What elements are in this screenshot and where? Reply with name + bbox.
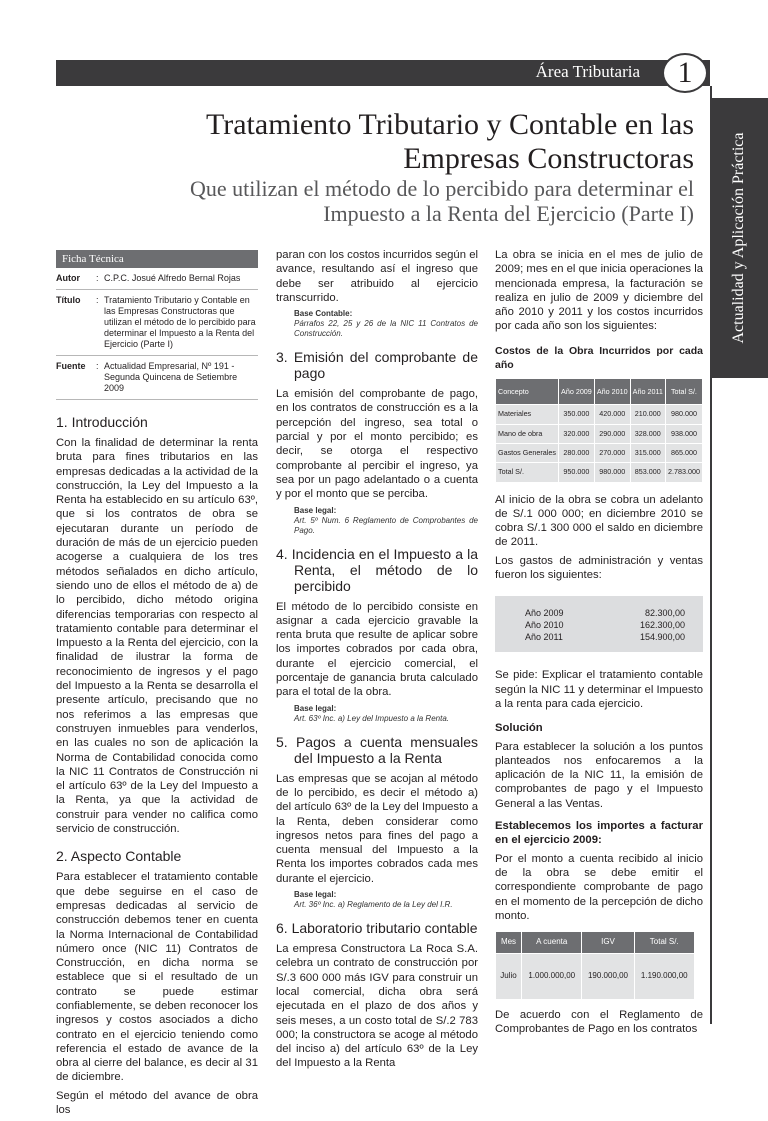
paragraph: Para establecer la solución a los puntos planteados nos enfocaremos a la aplicación de la NIC 11, la emisión de comprobantes de pago y el Impuesto General a las Ventas. [495,740,703,810]
table-cell: 270.000 [594,443,630,462]
table-cell: Materiales [496,405,559,424]
table-cell: 328.000 [630,424,665,443]
ficha-tecnica [56,250,258,400]
legal-note [276,704,478,724]
heading-laboratorio: 6. Laboratorio tributario contable [276,920,478,937]
column-2 [276,248,478,1075]
table-cell: 1.190.000,00 [634,954,695,1000]
ficha-label: Autor [56,273,80,283]
legal-label: Base legal: [294,505,337,515]
paragraph: Por el monto a cuenta recibido al inicio de la obra se debe emitir el correspondiente comprobante de pago en el momento de la percepción de dicho monto. [495,852,703,922]
table-cell: 950.000 [559,463,595,482]
gastos-year: Año 2011 [525,632,563,643]
table-cell: 938.000 [665,424,702,443]
gastos-value: 154.900,00 [639,632,685,643]
column-header: Total S/. [634,932,695,954]
paragraph: La emisión del comprobante de pago, en los contratos de construcción es a la percepción del ingreso, sea total o parcial y por el monto percibido; es decir, se otorga el respectivo comprobante al percibir el ingreso, ya sea por un pago adelantado o a cuenta y por el monto que se perciba. [276,388,478,501]
table-cell: 2.783.000 [665,463,702,482]
heading-emision: 3. Emisión del comprobante de pago [276,349,478,382]
gastos-value: 162.300,00 [639,620,685,631]
section-title: Área Tributaria [535,62,640,81]
table-cell: 280.000 [559,443,595,462]
gastos-year: Año 2009 [525,608,564,619]
facturacion-table [495,931,695,1000]
column-header: Año 2011 [630,379,665,405]
paragraph: De acuerdo con el Reglamento de Comprobantes de Pago en los contratos [495,1009,703,1036]
ficha-separator: : [96,273,99,283]
legal-label: Base Contable: [294,309,353,319]
facturar-heading: Establecemos los importes a facturar en el ejercicio 2009: [495,820,703,847]
table-cell: Gastos Generales [496,443,559,462]
ficha-separator: : [96,361,99,371]
table-cell: 190.000,00 [582,954,634,1000]
paragraph: Se pide: Explicar el tratamiento contable según la NIC 11 y determinar el Impuesto a la renta para cada ejercicio. [495,669,703,710]
ficha-label: Título [56,295,81,305]
table-cell: 320.000 [559,424,595,443]
paragraph: Con la finalidad de determinar la renta bruta para fines tributarios en las empresas dedicadas a la actividad de la construcción, la Ley del Impuesto a la Renta ha establecido en su artículo 63º, que si los contratos de obra se ejecutaran durante un período de duración de más de un ejercicio pueden acogerse a cualquiera de los tres métodos señalados en dicho artículo, siendo uno de ellos el método de a) de lo percibido, dicho método origina diferencias temporarias con respecto al tratamiento contable para determinar el Impuesto a la Renta del ejercicio, con la finalidad de ilustrar la forma de reconocimiento de ingresos y el pago del Impuesto a la Renta se desarrolla el presente artículo, precisando que no nos referimos a las empresas que construyen inmuebles para venderlos, en las cuales no son de aplicación la Norma de Contabilidad conocida como la NIC 11 Contratos de Construcción ni el artículo 63º de la Ley del Impuesto a la Renta, ya que la actividad de construir para vender no califica como servicio de construcción. [56,437,258,836]
column-header: A cuenta [522,932,582,954]
table-cell: 980.000 [594,463,630,482]
legal-text: Párrafos 22, 25 y 26 de la NIC 11 Contratos de Construcción. [294,319,478,339]
gastos-row [525,619,693,631]
title-line-2: Empresas Constructoras [403,142,694,175]
column-header: Año 2010 [594,379,630,405]
table-row [496,443,703,462]
ficha-separator: : [96,295,99,305]
legal-label: Base legal: [294,890,337,900]
column-3 [495,248,703,1041]
table-row [496,424,703,443]
paragraph: Las empresas que se acojan al método de lo percibido, es decir el método a) del artículo 63º de la Ley del Impuesto a la Renta, deben considerar como ingresos netos para fines del pago a cuenta mensual del Impuesto a la Renta los importes cobrados cada mes durante el ejercicio. [276,772,478,885]
heading-introduccion: 1. Introducción [56,414,148,430]
article-title [94,108,694,176]
column-header: IGV [582,932,634,954]
solucion-heading: Solución [495,722,543,735]
ficha-row-fuente [56,356,258,400]
table-cell: 290.000 [594,424,630,443]
legal-label: Base legal: [294,703,337,713]
table-row [496,954,695,1000]
article-subtitle [74,176,694,226]
table-cell: 1.000.000,00 [522,954,582,1000]
issue-number-badge: 1 [662,53,708,93]
gastos-row [525,607,693,619]
paragraph: paran con los costos incurridos según el avance, resultando así el ingreso que debe ser atribuido al ejercicio transcurrido. [276,249,478,304]
table-cell: 350.000 [559,405,595,424]
ficha-value: Tratamiento Tributario y Contable en las Empresas Constructoras que utilizan el método de lo percibido para determinar el Impuesto a la Renta del Ejercicio (Parte I) [104,295,256,349]
legal-text: Art. 5º Num. 6 Reglamento de Comprobantes de Pago. [294,515,478,535]
ficha-row-autor [56,268,258,290]
ficha-row-titulo [56,290,258,356]
title-line-1: Tratamiento Tributario y Contable en las [205,108,694,141]
legal-text: Art. 36º Inc. a) Reglamento de la Ley del I.R. [294,900,453,910]
table-cell: Total S/. [496,463,559,482]
table-total-row [496,463,703,482]
gastos-row [525,631,693,643]
table-header-row [496,932,695,954]
table-cell: 315.000 [630,443,665,462]
table-cell: 980.000 [665,405,702,424]
section-header-bar [56,60,710,86]
paragraph: Al inicio de la obra se cobra un adelanto de S/.1 000 000; en diciembre 2010 se cobra S/.1 300 000 el saldo en diciembre de 2011. [495,493,703,549]
legal-note [276,309,478,339]
ficha-value: Actualidad Empresarial, Nº 191 - Segunda Quincena de Setiembre 2009 [104,361,238,393]
costos-table [495,378,703,482]
table-cell: Mano de obra [496,424,559,443]
legal-note [276,890,478,910]
table-cell: 420.000 [594,405,630,424]
ficha-label: Fuente [56,361,86,371]
heading-pagos-a-cuenta: 5. Pagos a cuenta mensuales del Impuesto a la Renta [276,733,478,766]
gastos-value: 82.300,00 [644,608,685,619]
table-cell: Julio [496,954,522,1000]
column-1 [56,250,258,1121]
paragraph: Los gastos de administración y ventas fueron los siguientes: [495,554,703,582]
legal-note [276,506,478,536]
gastos-year: Año 2010 [525,620,564,631]
side-tab [711,98,768,378]
heading-incidencia: 4. Incidencia en el Impuesto a la Renta, el método de lo percibido [276,545,478,594]
paragraph: La obra se inicia en el mes de julio de 2009; mes en el que inicia operaciones la mencionada empresa, la facturación se realiza en julio de 2009 y diciembre del año 2010 y 2011 y los costos incurridos por cada año son los siguientes: [495,249,703,333]
column-header: Mes [496,932,522,954]
ficha-value: C.P.C. Josué Alfredo Bernal Rojas [104,273,241,283]
table-caption: Costos de la Obra Incurridos por cada año [495,344,703,372]
paragraph: Para establecer el tratamiento contable que debe seguirse en el caso de empresas dedicadas al servicio de construcción debemos tener en cuenta la Norma Internacional de Contabilidad número once (NIC 11) Contratos de Construcción, en dicha norma se establece que si el resultado de un contrato se puede estimar confiablemente, se deben reconocer los ingresos y costos asociados a dicho contrato en el ejercicio teniendo como referencia el estado de avance de la obra al cierre del balance, es decir al 31 de diciembre. [56,871,258,1084]
side-tab-label: Actualidad y Aplicación Práctica [730,132,747,344]
ficha-heading: Ficha Técnica [56,250,258,268]
subtitle-line-1: Que utilizan el método de lo percibido para determinar el [190,176,694,201]
paragraph: La empresa Constructora La Roca S.A. celebra un contrato de construcción por S/.3 600 000 más IGV para construir un local comercial, dicha obra será ejecutada en el plazo de dos años y seis meses, a un costo total de S/.2 783 000; la constructora se acoge al método del inciso a) del artículo 63º de la Ley del Impuesto a la Renta [276,943,478,1070]
table-cell: 210.000 [630,405,665,424]
paragraph: El método de lo percibido consiste en asignar a cada ejercicio gravable la renta bruta que resulte de aplicar sobre los importes cobrados por cada obra, durante el ejercicio comercial, el porcentaje de ganancia bruta calculado para el total de la obra. [276,600,478,699]
table-header-row [496,379,703,405]
column-header: Concepto [496,379,559,405]
table-row [496,405,703,424]
table-cell: 853.000 [630,463,665,482]
subtitle-line-2: Impuesto a la Renta del Ejercicio (Parte I) [323,201,694,226]
table-cell: 865.000 [665,443,702,462]
legal-text: Art. 63º Inc. a) Ley del Impuesto a la Renta. [294,713,450,723]
column-header: Año 2009 [559,379,595,405]
column-header: Total S/. [665,379,702,405]
heading-aspecto-contable: 2. Aspecto Contable [56,848,182,865]
gastos-box [495,596,703,652]
paragraph: Según el método del avance de obra los [56,1089,258,1117]
